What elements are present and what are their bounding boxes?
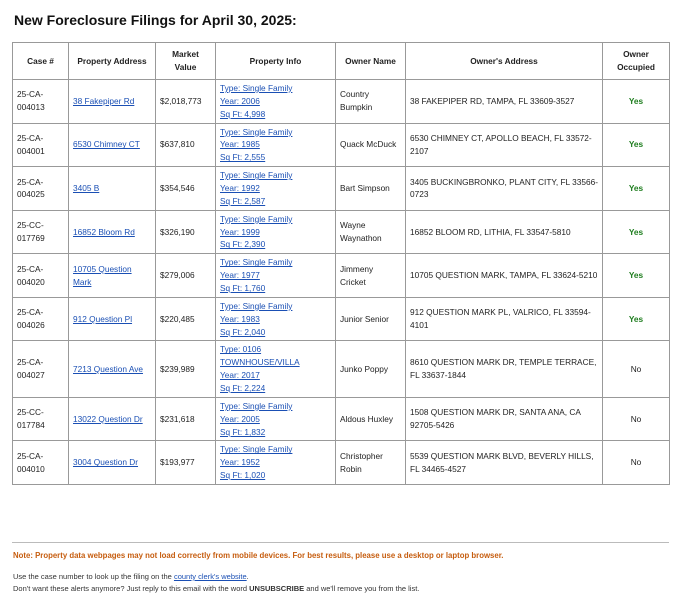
- market-value: $2,018,773: [156, 80, 216, 124]
- market-value: $354,546: [156, 167, 216, 211]
- property-type-link[interactable]: Type: Single Family: [220, 257, 293, 268]
- property-info: [216, 341, 336, 397]
- property-sqft-link[interactable]: Sq Ft: 2,040: [220, 326, 266, 337]
- footer-line-2: [13, 584, 419, 593]
- property-type-link[interactable]: Type: Single Family: [220, 213, 293, 224]
- header-value: [156, 43, 216, 80]
- property-type-link[interactable]: Type: Single Family: [220, 400, 293, 411]
- header-value-line1: Market: [172, 49, 199, 60]
- property-sqft-link[interactable]: Sq Ft: 1,020: [220, 470, 266, 481]
- property-info: [216, 123, 336, 167]
- page-title: New Foreclosure Filings for April 30, 2025:: [14, 12, 297, 28]
- property-type-link[interactable]: Type: Single Family: [220, 126, 293, 137]
- property-year-link[interactable]: Year: 1952: [220, 457, 260, 468]
- market-value: $231,618: [156, 397, 216, 441]
- case-number: 25-CA-004027: [13, 341, 69, 397]
- owner-occupied: Yes: [603, 123, 670, 167]
- unsubscribe-keyword: UNSUBSCRIBE: [249, 584, 305, 593]
- property-address-link[interactable]: 3405 B: [73, 183, 100, 194]
- table-row: [13, 80, 670, 124]
- property-type-link[interactable]: Type: Single Family: [220, 170, 293, 181]
- header-value-line2: Value: [174, 62, 197, 72]
- case-number: 25-CA-004026: [13, 297, 69, 341]
- owner-occupied: No: [603, 441, 670, 485]
- owner-occupied: No: [603, 397, 670, 441]
- owner-address: 10705 QUESTION MARK, TAMPA, FL 33624-5210: [406, 254, 603, 298]
- property-sqft-link[interactable]: Sq Ft: 2,390: [220, 239, 266, 250]
- divider: [12, 542, 669, 543]
- property-sqft-link[interactable]: Sq Ft: 2,587: [220, 195, 266, 206]
- owner-occupied: No: [603, 341, 670, 397]
- market-value: $326,190: [156, 210, 216, 254]
- owner-address: 5539 QUESTION MARK BLVD, BEVERLY HILLS, FL 34465-4527: [406, 441, 603, 485]
- property-year-link[interactable]: Year: 1985: [220, 139, 260, 150]
- case-number: 25-CA-004020: [13, 254, 69, 298]
- property-sqft-link[interactable]: Sq Ft: 4,998: [220, 108, 266, 119]
- owner-address: 8610 QUESTION MARK DR, TEMPLE TERRACE, FL 33637-1844: [406, 341, 603, 397]
- table-row: [13, 254, 670, 298]
- property-address-link[interactable]: 13022 Question Dr: [73, 413, 143, 424]
- property-sqft-link[interactable]: Sq Ft: 1,832: [220, 426, 266, 437]
- header-owner-address: Owner's Address: [406, 43, 603, 80]
- owner-address: 16852 BLOOM RD, LITHIA, FL 33547-5810: [406, 210, 603, 254]
- property-info: [216, 254, 336, 298]
- property-year-link[interactable]: Year: 1999: [220, 226, 260, 237]
- table-row: [13, 341, 670, 397]
- property-type-link[interactable]: Type: 0106 TOWNHOUSE/VILLA: [220, 344, 300, 368]
- case-number: 25-CA-004010: [13, 441, 69, 485]
- property-year-link[interactable]: Year: 2005: [220, 413, 260, 424]
- table-row: [13, 397, 670, 441]
- header-occupied-line1: Owner: [623, 49, 649, 60]
- owner-address: 912 QUESTION MARK PL, VALRICO, FL 33594-4101: [406, 297, 603, 341]
- owner-name: Quack McDuck: [336, 123, 406, 167]
- property-address-link[interactable]: 6530 Chimney CT: [73, 139, 140, 150]
- footer-line-1-prefix: Use the case number to look up the filing on the: [13, 572, 172, 581]
- footer-line-1: [13, 572, 249, 581]
- owner-name: Junior Senior: [336, 297, 406, 341]
- property-info: [216, 210, 336, 254]
- filings-table: [12, 42, 670, 485]
- market-value: $279,006: [156, 254, 216, 298]
- owner-name: Wayne Waynathon: [336, 210, 406, 254]
- owner-occupied: Yes: [603, 167, 670, 211]
- footer-line-2-prefix: Don't want these alerts anymore? Just reply to this email with the word: [13, 584, 248, 593]
- market-value: $637,810: [156, 123, 216, 167]
- property-type-link[interactable]: Type: Single Family: [220, 83, 293, 93]
- property-address-link[interactable]: 912 Question Pl: [73, 313, 133, 324]
- owner-address: 38 FAKEPIPER RD, TAMPA, FL 33609-3527: [406, 80, 603, 124]
- property-year-link[interactable]: Year: 1992: [220, 183, 260, 194]
- market-value: $220,485: [156, 297, 216, 341]
- owner-name: Junko Poppy: [336, 341, 406, 397]
- footer-line-1-suffix: .: [246, 572, 249, 581]
- table-row: [13, 441, 670, 485]
- property-type-link[interactable]: Type: Single Family: [220, 300, 293, 311]
- property-year-link[interactable]: Year: 1977: [220, 270, 260, 281]
- property-info: [216, 167, 336, 211]
- owner-occupied: Yes: [603, 297, 670, 341]
- property-sqft-link[interactable]: Sq Ft: 2,224: [220, 383, 266, 394]
- table-row: [13, 167, 670, 211]
- property-year-link[interactable]: Year: 2017: [220, 370, 260, 381]
- owner-name: Jimmeny Cricket: [336, 254, 406, 298]
- property-year-link[interactable]: Year: 1983: [220, 313, 260, 324]
- owner-occupied: Yes: [603, 80, 670, 124]
- header-occupied: [603, 43, 670, 80]
- owner-name: Aldous Huxley: [336, 397, 406, 441]
- header-owner: Owner Name: [336, 43, 406, 80]
- property-address-link[interactable]: 3004 Question Dr: [73, 457, 139, 468]
- property-year-link[interactable]: Year: 2006: [220, 95, 260, 106]
- owner-address: 1508 QUESTION MARK DR, SANTA ANA, CA 92705-5426: [406, 397, 603, 441]
- case-number: 25-CA-004001: [13, 123, 69, 167]
- property-address-link[interactable]: 16852 Bloom Rd: [73, 226, 135, 237]
- case-number: 25-CA-004025: [13, 167, 69, 211]
- case-number: 25-CC-017784: [13, 397, 69, 441]
- property-address-link[interactable]: 7213 Question Ave: [73, 363, 143, 374]
- header-case: Case #: [13, 43, 69, 80]
- case-number: 25-CA-004013: [13, 80, 69, 124]
- table-row: [13, 210, 670, 254]
- property-info: [216, 80, 336, 124]
- property-sqft-link[interactable]: Sq Ft: 1,760: [220, 283, 266, 294]
- mobile-note: Note: Property data webpages may not load correctly from mobile devices. For best results, please use a desktop or laptop browser.: [13, 551, 504, 560]
- property-info: [216, 297, 336, 341]
- header-info: Property Info: [216, 43, 336, 80]
- property-info: [216, 397, 336, 441]
- market-value: $239,989: [156, 341, 216, 397]
- table-row: [13, 297, 670, 341]
- owner-occupied: Yes: [603, 210, 670, 254]
- property-address-link[interactable]: 10705 Question Mark: [73, 263, 132, 287]
- property-info: [216, 441, 336, 485]
- market-value: $193,977: [156, 441, 216, 485]
- county-clerk-link[interactable]: county clerk's website: [173, 572, 247, 581]
- owner-name: Country Bumpkin: [336, 80, 406, 124]
- property-sqft-link[interactable]: Sq Ft: 2,555: [220, 152, 266, 163]
- header-occupied-line2: Occupied: [617, 62, 655, 72]
- case-number: 25-CC-017769: [13, 210, 69, 254]
- owner-name: Bart Simpson: [336, 167, 406, 211]
- header-row: [13, 43, 670, 80]
- owner-address: 3405 BUCKINGBRONKO, PLANT CITY, FL 33566-0723: [406, 167, 603, 211]
- property-type-link[interactable]: Type: Single Family: [220, 444, 293, 455]
- owner-address: 6530 CHIMNEY CT, APOLLO BEACH, FL 33572-2107: [406, 123, 603, 167]
- table-row: [13, 123, 670, 167]
- footer-line-2-suffix: and we'll remove you from the list.: [306, 584, 420, 593]
- header-address: Property Address: [69, 43, 156, 80]
- property-address-link[interactable]: 38 Fakepiper Rd: [73, 95, 135, 106]
- owner-occupied: Yes: [603, 254, 670, 298]
- owner-name: Christopher Robin: [336, 441, 406, 485]
